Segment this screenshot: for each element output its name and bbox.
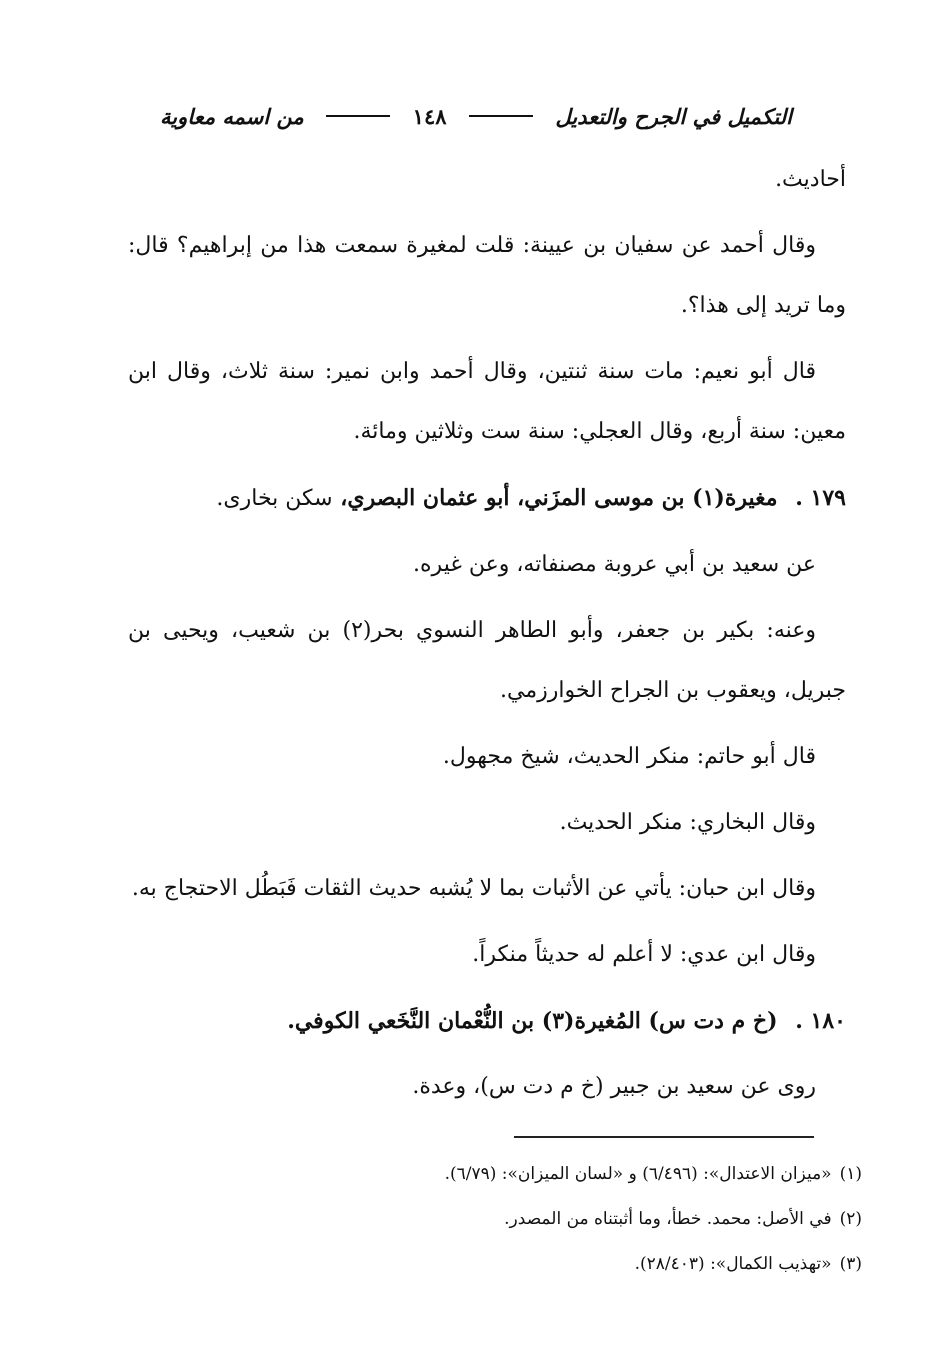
footnote [300, 1152, 862, 1197]
entry-heading-180 [128, 991, 846, 1051]
paragraph: قال أبو نعيم: مات سنة ثنتين، وقال أحمد وابن نمير: سنة ثلاث، وقال ابن معين: سنة أربع، وقال العجلي: سنة ست وثلاثين ومائة. [128, 359, 846, 444]
paragraph: روى عن سعيد بن جبير (خ م دت س)، وعدة. [412, 1074, 816, 1099]
paragraph: عن سعيد بن أبي عروبة مصنفاته، وعن غيره. [413, 552, 816, 577]
header-rule [469, 115, 533, 117]
entry-number: ١٧٩ . [795, 485, 846, 511]
paragraph: أحاديث. [775, 167, 846, 192]
page-number: ١٤٨ [412, 103, 447, 129]
book-title: التكميل في الجرح والتعديل [555, 103, 792, 129]
footnotes [300, 1152, 862, 1287]
entry-heading-179 [128, 468, 846, 529]
entry-number: ١٨٠ . [795, 1008, 846, 1034]
header-rule [326, 115, 390, 117]
footnote-number: (١) [839, 1164, 862, 1184]
paragraph: قال أبو حاتم: منكر الحديث، شيخ مجهول. [442, 744, 816, 769]
footnote-text: «تهذيب الكمال»: (٢٨/٤٠٣). [634, 1254, 832, 1274]
footnote-text: «ميزان الاعتدال»: (٦/٤٩٦) و «لسان الميزان»: (٦/٧٩). [444, 1164, 832, 1184]
footnote [300, 1197, 862, 1242]
paragraph: وقال البخاري: منكر الحديث. [559, 810, 816, 835]
entry-heading-tail: سكن بخارى. [216, 486, 333, 511]
footnote [300, 1242, 862, 1287]
footnote-text: في الأصل: محمد. خطأ، وما أثبتناه من المصدر. [504, 1209, 832, 1229]
entry-heading-text: مغيرة(١) بن موسى المزَني، أبو عثمان البصري، [340, 485, 778, 511]
footnote-number: (٢) [839, 1209, 862, 1229]
body-text [128, 150, 846, 1123]
footnote-number: (٣) [839, 1254, 862, 1274]
paragraph: وقال ابن عدي: لا أعلم له حديثاً منكراً. [472, 942, 816, 967]
entry-heading-text: (خ م دت س) المُغيرة(٣) بن النُّعْمان النَّخَعي الكوفي. [287, 1008, 778, 1034]
running-header [160, 96, 792, 136]
paragraph: وقال أحمد عن سفيان بن عيينة: قلت لمغيرة سمعت هذا من إبراهيم؟ قال: وما تريد إلى هذا؟. [128, 233, 846, 318]
paragraph: وعنه: بكير بن جعفر، وأبو الطاهر النسوي بحر(٢) بن شعيب، ويحيى بن جبريل، ويعقوب بن الجراح الخوارزمي. [128, 618, 846, 703]
footnote-divider [514, 1136, 814, 1138]
section-title: من اسمه معاوية [160, 103, 304, 129]
paragraph: وقال ابن حبان: يأتي عن الأثبات بما لا يُشبه حديث الثقات فَبَطُل الاحتجاج به. [131, 876, 816, 901]
